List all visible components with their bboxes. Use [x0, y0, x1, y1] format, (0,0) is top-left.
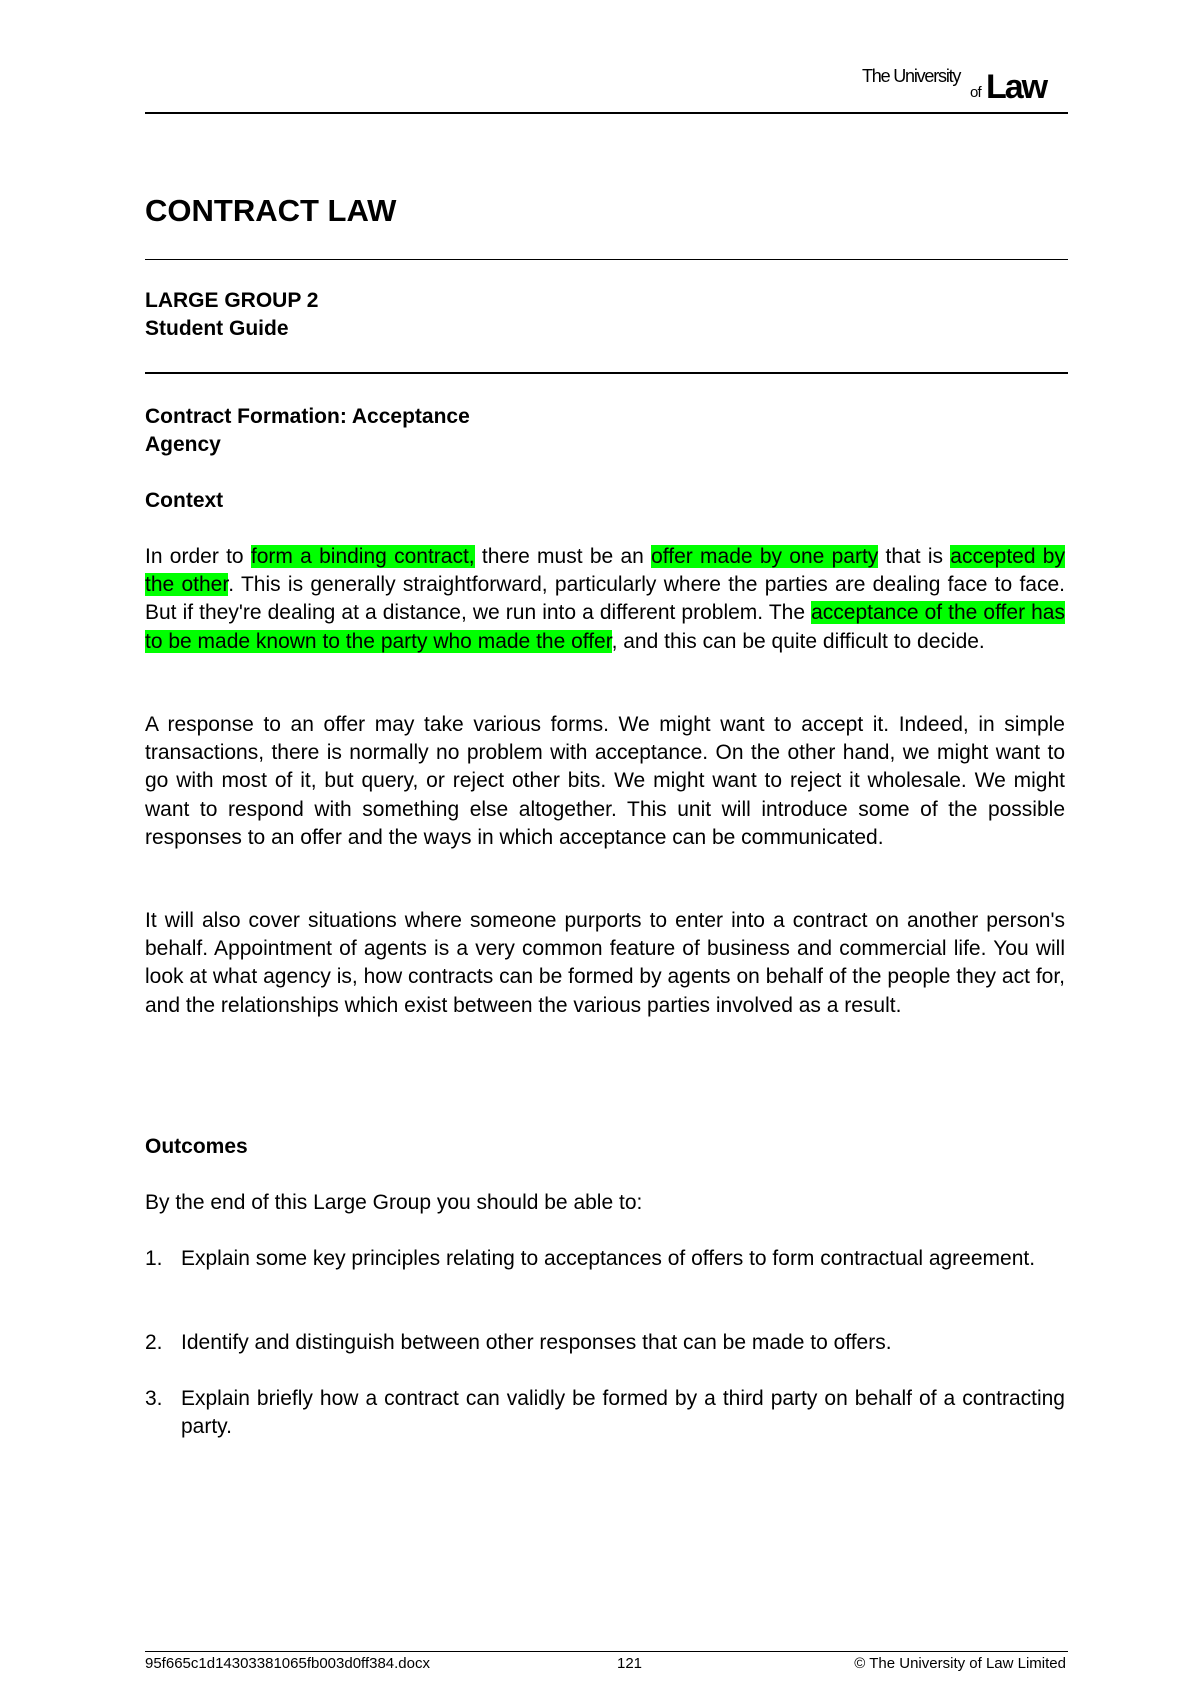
outcomes-list-2 — [145, 1329, 1065, 1357]
context-paragraph-1 — [145, 543, 1065, 656]
highlight-offer: offer made by one party — [651, 545, 879, 568]
outcomes-list-3 — [145, 1385, 1065, 1441]
highlight-binding-contract: form a binding contract, — [250, 545, 475, 568]
outcome-number: 2. — [145, 1331, 163, 1354]
highlight-acceptance-known: acceptance of the offer has to be made known to the party who made the offer — [145, 601, 1065, 653]
list-item — [145, 1385, 1065, 1441]
guide-label: Student Guide — [145, 317, 289, 340]
outcome-text: Identify and distinguish between other responses that can be made to offers. — [181, 1331, 892, 1354]
para1-text-2: there must be an — [474, 545, 652, 568]
logo-line-1: The University — [862, 66, 961, 86]
footer-page-number: 121 — [617, 1655, 643, 1672]
list-item — [145, 1245, 1065, 1273]
university-logo — [862, 66, 1068, 108]
outcomes-intro: By the end of this Large Group you should be able to: — [145, 1191, 643, 1214]
title-rule — [145, 259, 1068, 260]
logo-line-2: of — [970, 84, 981, 101]
outcome-text: Explain some key principles relating to acceptances of offers to form contractual agreement. — [181, 1247, 1036, 1270]
outcome-number: 1. — [145, 1247, 163, 1270]
outcome-number: 3. — [145, 1387, 163, 1410]
list-item — [145, 1329, 1065, 1357]
context-heading: Context — [145, 489, 224, 512]
outcomes-heading: Outcomes — [145, 1135, 248, 1158]
topic-heading-agency: Agency — [145, 433, 221, 456]
document-title: CONTRACT LAW — [145, 193, 397, 228]
context-paragraph-2: A response to an offer may take various forms. We might want to accept it. Indeed, in simple transactions, there is normally no problem with acceptance. On the other hand, we might want to go with most of it, but query, or reject other bits. We might want to reject it wholesale. We might want to respond with something else altogether. This unit will introduce some of the possible responses to an offer and the ways in which acceptance can be communicated. — [145, 713, 1065, 849]
outcomes-list — [145, 1245, 1065, 1273]
header-rule — [145, 112, 1068, 114]
footer-filename: 95f665c1d14303381065fb003d0ff384.docx — [145, 1655, 430, 1672]
para1-text-4: . This is generally straightforward, particularly where the parties are dealing face to face. But if they're dealing at a distance, we run into a different problem. The — [145, 573, 1066, 625]
footer-copyright: © The University of Law Limited — [854, 1655, 1066, 1672]
logo-line-3: Law — [986, 68, 1047, 106]
footer-rule — [145, 1651, 1068, 1652]
context-paragraph-3: It will also cover situations where someone purports to enter into a contract on another person's behalf. Appointment of agents is a very common feature of business and commercial life. You will look at what agency is, how contracts can be formed by agents on behalf of the people they act for, and the relationships which exist between the various parties involved as a result. — [145, 909, 1065, 1017]
group-label: LARGE GROUP 2 — [145, 289, 319, 312]
highlight-accepted: accepted by the other — [145, 545, 1065, 597]
para1-text-5: , and this can be quite difficult to decide. — [611, 629, 985, 653]
para1-text-3: that is — [878, 545, 951, 568]
topic-heading-acceptance: Contract Formation: Acceptance — [145, 405, 470, 428]
outcome-text: Explain briefly how a contract can validly be formed by a third party on behalf of a contracting party. — [181, 1387, 1065, 1439]
section-rule — [145, 372, 1068, 374]
para1-text-1: In order to — [145, 545, 251, 568]
